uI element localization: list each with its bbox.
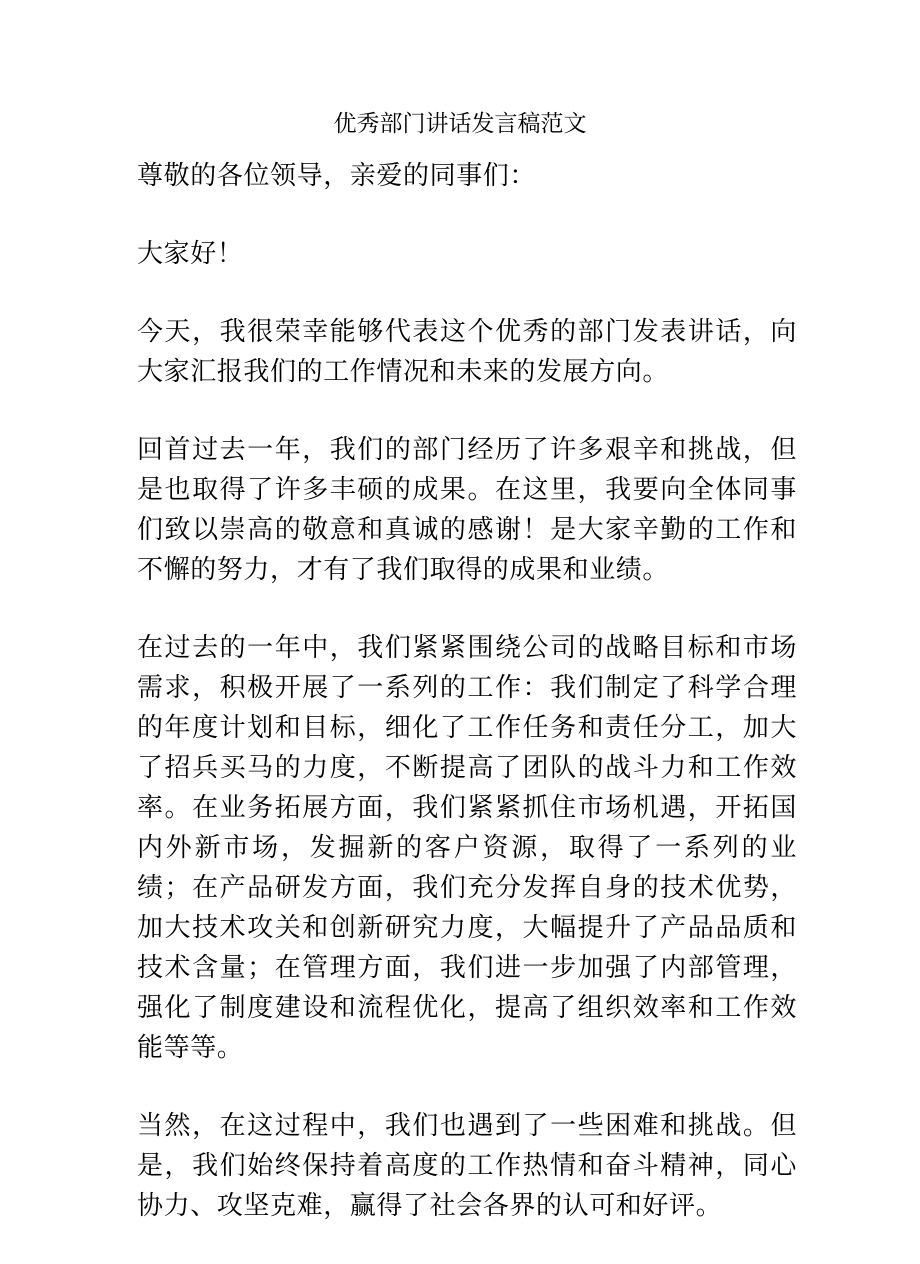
paragraph-salutation: 尊敬的各位领导，亲爱的同事们： (137, 161, 537, 191)
paragraph-work-summary: 在过去的一年中，我们紧紧围绕公司的战略目标和市场需求，积极开展了一系列的工作：我们制定了科学合理的年度计划和目标，细化了工作任务和责任分工，加大了招兵买马的力度，不断提高了团队的战斗力和工作效率。在业务拓展方面，我们紧紧抓住市场机遇，开拓国内外新市场，发掘新的客户资源，取得了一系列的业绩；在产品研发方面，我们充分发挥自身的技术优势，加大技术攻关和创新研究力度，大幅提升了产品品质和技术含量；在管理方面，我们进一步加强了内部管理，强化了制度建设和流程优化，提高了组织效率和工作效能等等。 (137, 633, 797, 1063)
paragraph-challenges: 当然，在这过程中，我们也遇到了一些困难和挑战。但是，我们始终保持着高度的工作热情和奋斗精神，同心协力、攻坚克难，赢得了社会各界的认可和好评。 (137, 1111, 797, 1221)
document-body (137, 156, 797, 1264)
paragraph-greeting: 大家好！ (137, 239, 244, 269)
paragraph-introduction: 今天，我很荣幸能够代表这个优秀的部门发表讲话，向大家汇报我们的工作情况和未来的发展方向。 (137, 317, 797, 387)
paragraph-review: 回首过去一年，我们的部门经历了许多艰辛和挑战，但是也取得了许多丰硕的成果。在这里，我要向全体同事们致以崇高的敬意和真诚的感谢！是大家辛勤的工作和不懈的努力，才有了我们取得的成果和业绩。 (137, 435, 797, 585)
document-title: 优秀部门讲话发言稿范文 (333, 111, 587, 137)
